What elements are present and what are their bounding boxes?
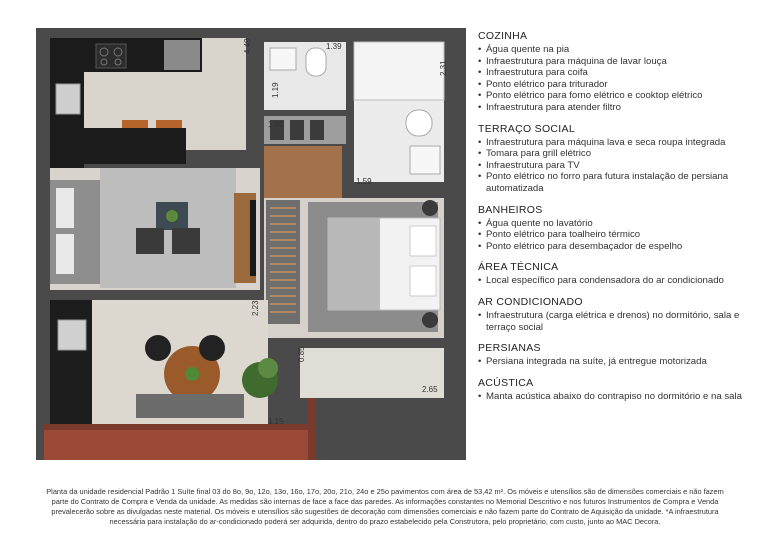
nightstand-2 — [422, 312, 438, 328]
legend-item: • Infraestrutura para atender filtro — [478, 102, 758, 114]
legend-item-list — [478, 218, 758, 253]
chair-1 — [145, 335, 171, 361]
shower — [354, 42, 444, 100]
pillow-2 — [410, 266, 436, 296]
bench — [136, 394, 244, 418]
legend-section — [478, 30, 758, 114]
plant-leaves — [258, 358, 278, 378]
sofa-cushion-2 — [56, 234, 74, 274]
legend-section-title: TERRAÇO SOCIAL — [478, 122, 575, 135]
chair-2 — [199, 335, 225, 361]
legend-item: • Ponto elétrico para desembaçador de espelho — [478, 241, 758, 253]
fridge — [164, 40, 200, 70]
legend-item: • Ponto elétrico no forro para futura instalação de persiana automatizada — [478, 171, 758, 194]
legend-section — [478, 342, 758, 368]
legend-section — [478, 261, 758, 287]
dim-159: 1.59 — [356, 177, 372, 186]
legend-item-list — [478, 356, 758, 368]
tv — [250, 200, 256, 276]
table-plant — [166, 210, 178, 222]
legend-item: • Local específico para condensadora do ar condicionado — [478, 275, 758, 287]
nightstand-1 — [422, 200, 438, 216]
terrace-ledge — [44, 430, 308, 460]
legend-section-title: PERSIANAS — [478, 342, 541, 355]
dim-130: 1.30 — [268, 120, 284, 129]
legend-section-title: ÁREA TÉCNICA — [478, 261, 559, 274]
legend-section — [478, 204, 758, 253]
dining-plant — [185, 367, 199, 381]
kitchen-sink — [56, 84, 80, 114]
toilet-2 — [406, 110, 432, 136]
legend-section-title: COZINHA — [478, 30, 528, 42]
legend-section — [478, 377, 758, 403]
legend-item: • Água quente na pia — [478, 44, 758, 56]
legend-item: • Ponto elétrico para toalheiro térmico — [478, 229, 758, 241]
legend-section-title: AR CONDICIONADO — [478, 295, 583, 308]
legend-section — [478, 296, 758, 333]
sofa-cushion-1 — [56, 188, 74, 228]
dim-115: 1.15 — [268, 417, 284, 426]
dim-223: 2.23 — [251, 300, 260, 316]
legend-item: • Água quente no lavatório — [478, 218, 758, 230]
laundry-sink — [58, 320, 86, 350]
legend-item: • Tomara para grill elétrico — [478, 148, 758, 160]
dim-231: 2.31 — [439, 60, 448, 76]
legend-item: • Infraestrutura para máquina de lavar louça — [478, 56, 758, 68]
legend-item-list — [478, 391, 758, 403]
pillow-1 — [410, 226, 436, 256]
stool-1 — [122, 120, 148, 128]
legend-item: • Infraestrutura para coifa — [478, 67, 758, 79]
legend-item-list — [478, 310, 758, 333]
bed-blanket — [328, 218, 380, 310]
legend-item-list — [478, 44, 758, 114]
legend-item: • Ponto elétrico para triturador — [478, 79, 758, 91]
legend-section-title: BANHEIROS — [478, 203, 543, 216]
legend-item: • Persiana integrada na suíte, já entregue motorizada — [478, 356, 758, 368]
legend-section — [478, 123, 758, 195]
legend-item-list — [478, 275, 758, 287]
legend-section-title: ACÚSTICA — [478, 376, 534, 389]
legend-item: • Ponto elétrico para forno elétrico e cooktop elétrico — [478, 90, 758, 102]
legend-item: • Manta acústica abaixo do contrapiso no dormitório e na sala — [478, 391, 758, 403]
cooktop — [96, 44, 126, 68]
dim-449: 4.49 — [243, 38, 252, 54]
toilet-1 — [306, 48, 326, 76]
terrace-edge-side — [308, 398, 316, 460]
legend-item: • Infraestrutura para TV — [478, 160, 758, 172]
legend-item-list — [478, 137, 758, 195]
stool-2 — [156, 120, 182, 128]
laundry-counter — [50, 300, 92, 428]
armchair-1 — [136, 228, 164, 254]
dim-119: 1.19 — [271, 82, 280, 98]
footnote: Planta da unidade residencial Padrão 1 Suíte final 03 do 8o, 9o, 12o, 13o, 16o, 17o, 20o, 21o, 24o e 25o pavimentos com área de 53,42 m². Os móveis e utensílios são de dimensões comerciais e não fazem parte do Contrato de Compra e Venda da unidade. As medidas são internas de face a face das paredes. As informações constantes no Memorial Descritivo e nos futuros Instrumentos de Compra e Venda prevalecerão sobre as divulgadas neste material. Os móveis e utensílios são sugestões de decoração com dimensões comerciais e não fazem parte do Contrato de Aquisição da unidade. *A infraestrutura necessária para instalação do ar-condicionado poderá ser adquirida, dentro do prazo estabelecido pela Construtora, pelo proprietário, com custo, junto ao MAC Decora. — [46, 487, 724, 526]
dim-085: 0.85 — [297, 346, 306, 362]
features-legend — [478, 30, 758, 411]
hall-floor — [264, 146, 342, 198]
powder-sink — [270, 48, 296, 70]
kitchen-counter-island — [50, 128, 186, 164]
wardrobe — [266, 200, 300, 324]
dim-265: 2.65 — [422, 385, 438, 394]
bath-sink — [410, 146, 440, 174]
armchair-2 — [172, 228, 200, 254]
legend-item: • Infraestrutura para máquina lava e seca roupa integrada — [478, 137, 758, 149]
niche-box-2 — [290, 120, 304, 140]
dim-139: 1.39 — [326, 42, 342, 51]
legend-item: • Infraestrutura (carga elétrica e drenos) no dormitório, sala e terraço social — [478, 310, 758, 333]
floor-plan — [36, 28, 466, 460]
niche-box-3 — [310, 120, 324, 140]
